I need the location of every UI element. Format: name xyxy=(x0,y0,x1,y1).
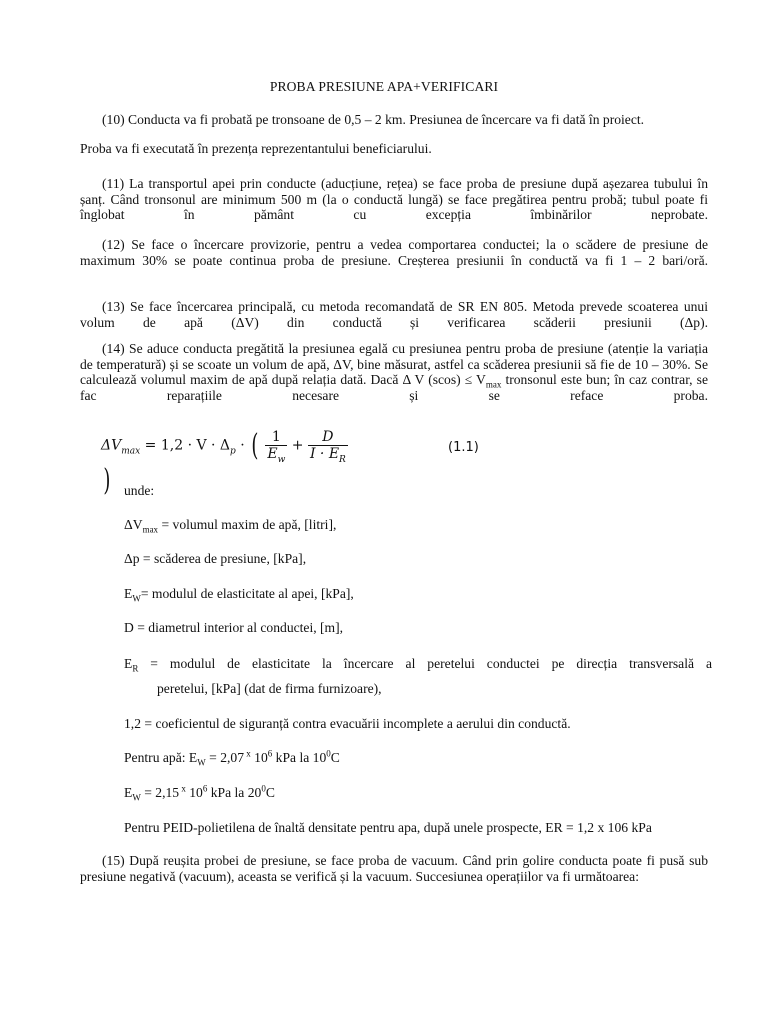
paragraph-13: (13) Se face încercarea principală, cu metoda recomandată de SR EN 805. Metoda prevede scoaterea unui volum de apă (ΔV) din conductă și verificarea scăderii presiunii (Δp). xyxy=(80,299,708,330)
water-modulus-20c xyxy=(124,785,275,801)
definition-ew-subscript: W xyxy=(132,593,141,604)
water-modulus-10c-label: Pentru apă: E xyxy=(124,750,198,765)
water-modulus-10c-celsius: C xyxy=(330,750,340,765)
definition-ew-symbol: E xyxy=(124,586,133,601)
paragraph-10-continued-text: Proba va fi executată în prezența reprezentantului beneficiarului. xyxy=(80,141,432,156)
definition-er-symbol: E xyxy=(124,656,133,671)
paragraph-10-text: (10) Conducta va fi probată pe tronsoane de 0,5 – 2 km. Presiunea de încercare va fi dată în proiect. xyxy=(102,112,645,127)
fraction-2-denominator-subscript: R xyxy=(339,454,346,465)
definition-delta-v-symbol: ΔV xyxy=(124,517,143,532)
definition-er-text: = modulul de elasticitate la încercare al peretelui conductei pe direcția transversală a xyxy=(138,656,712,671)
water-modulus-20c-degree: 0 xyxy=(261,783,266,794)
formula-number: (1.1) xyxy=(448,440,479,455)
formula-lhs: ΔV xyxy=(101,437,122,454)
paragraph-11: (11) La transportul apei prin conducte (aducțiune, rețea) se face proba de presiune după așezarea tubului în șanț. Când tronsonul are minimum 500 m (la o conductă lungă) se face pregătirea pentru probă; tubul poate fi înglobat în pământ cu excepția îmbinărilor neprobate. xyxy=(80,176,708,222)
formula-plus: + xyxy=(291,437,304,454)
fraction-1-numerator: 1 xyxy=(265,429,287,446)
water-modulus-20c-value: = 2,15 xyxy=(140,785,180,800)
water-modulus-20c-exponent: 6 xyxy=(202,783,208,794)
formula-right-paren: ) xyxy=(103,463,111,498)
fraction-2-denominator-symbol: I · E xyxy=(309,446,340,462)
formula-coefficient: = 1,2 · V · Δ xyxy=(144,437,231,454)
fraction-1-denominator-symbol: E xyxy=(267,446,278,462)
paragraph-10-continued xyxy=(80,141,708,157)
fraction-2-denominator xyxy=(308,446,348,465)
fraction-1-denominator-subscript: w xyxy=(277,454,286,465)
water-modulus-20c-unit: kPa la 20 xyxy=(207,785,262,800)
definition-delta-p: Δp = scăderea de presiune, [kPa], xyxy=(124,551,307,566)
paragraph-14-subscript: max xyxy=(485,379,502,390)
formula-fraction-1 xyxy=(265,429,287,465)
definition-ew xyxy=(124,586,354,602)
paragraph-14 xyxy=(80,341,708,419)
formula-left-paren: ( xyxy=(251,428,259,463)
paragraph-15: (15) După reușita probei de presiune, se face proba de vacuum. Când prin golire conducta poate fi pusă sub presiune negativă (vacuum), aceasta se verifică și la vacuum. Succesiunea operațiilor va fi următoarea: xyxy=(80,853,708,884)
peid-note: Pentru PEID-polietilena de înaltă densitate pentru apa, după unele prospecte, ER = 1,2 x 106 kPa xyxy=(124,820,652,835)
definition-delta-v-text: = volumul maxim de apă, [litri], xyxy=(158,517,337,532)
definition-delta-v xyxy=(124,517,336,533)
water-modulus-20c-ten: 10 xyxy=(185,785,203,800)
fraction-2-numerator: D xyxy=(308,429,348,446)
paragraph-14-main: (14) Se aduce conducta pregătită la presiunea egală cu presiunea pentru proba de presiune (atenție la variația de temperatură) și se scoate un volum de apă, ΔV, bine măsurat, astfel ca scăderea presiunii să fie de 10 – 30%. Se calculează volumul maxim de apă după relația dată. Dacă Δ V (scos) ≤ V xyxy=(80,341,708,387)
water-modulus-10c-degree: 0 xyxy=(326,748,331,759)
definition-ew-text: = modulul de elasticitate al apei, [kPa], xyxy=(140,586,354,601)
water-modulus-10c-subscript: W xyxy=(197,757,206,768)
document-title: PROBA PRESIUNE APA+VERIFICARI xyxy=(269,79,499,94)
definition-delta-v-subscript: max xyxy=(142,524,159,535)
paragraph-14-tail: tronsonul este bun; în caz contrar, se fac reparațiile necesare și se reface proba. xyxy=(80,372,708,403)
fraction-1-denominator xyxy=(265,446,287,465)
formula-fraction-2 xyxy=(308,429,348,465)
formula-dot: · xyxy=(235,437,245,454)
water-modulus-20c-subscript: W xyxy=(132,792,141,803)
water-modulus-10c-exponent: 6 xyxy=(267,748,273,759)
definition-d: D = diametrul interior al conductei, [m], xyxy=(124,620,344,635)
formula-lhs-subscript: max xyxy=(121,446,141,457)
paragraph-12: (12) Se face o încercare provizorie, pentru a vedea comportarea conductei; la o scădere de presiune de maximum 30% se poate continua proba de presiune. Creșterea presiunii în conductă va fi 1 – 2 bari/oră. xyxy=(80,237,708,268)
formula-coefficient-subscript: p xyxy=(230,446,236,457)
water-modulus-20c-times: x xyxy=(179,783,186,794)
definition-er-subscript: R xyxy=(132,663,139,674)
paragraph-10 xyxy=(80,112,708,128)
water-modulus-10c-value: = 2,07 xyxy=(205,750,244,765)
water-modulus-20c-celsius: C xyxy=(265,785,275,800)
water-modulus-10c xyxy=(124,750,340,766)
water-modulus-10c-unit: kPa la 10 xyxy=(272,750,327,765)
water-modulus-20c-label: E xyxy=(124,785,133,800)
definitions-intro: unde: xyxy=(124,483,155,498)
definition-coefficient: 1,2 = coeficientul de siguranță contra evacuării incomplete a aerului din conductă. xyxy=(124,716,571,731)
water-modulus-10c-times: x xyxy=(244,748,251,759)
water-modulus-10c-ten: 10 xyxy=(250,750,268,765)
definition-er-continued: peretelui, [kPa] (dat de firma furnizoare), xyxy=(157,681,382,696)
